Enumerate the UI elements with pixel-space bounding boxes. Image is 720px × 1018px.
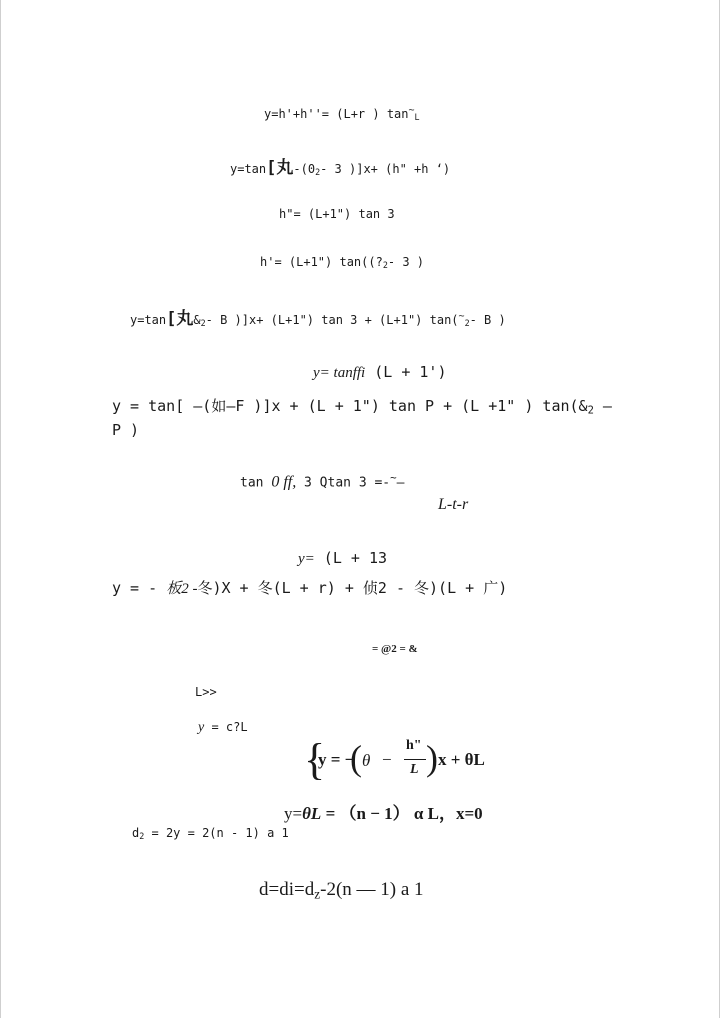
equation-text: - 3 ) (387, 255, 424, 269)
equation-line-14 (195, 686, 217, 698)
equation-text: (L + 1') (365, 363, 447, 381)
equation-text: — (396, 475, 405, 491)
equation-line-8 (112, 423, 139, 438)
equation-line-15 (198, 721, 248, 735)
page-border-left (0, 0, 1, 1018)
equation-text: = （n − 1） α L，x=0 (321, 804, 483, 823)
equation-subscript: 2 (315, 167, 321, 178)
equation-line-13 (372, 644, 418, 655)
equation-line-17 (132, 827, 289, 841)
formula-tail: x + θL (438, 750, 485, 769)
formula-lhs: y = − (318, 750, 355, 769)
equation-subscript: 2 (382, 260, 388, 271)
equation-italic-text: y= tanffi (313, 365, 366, 381)
equation-text: -(0 (293, 162, 316, 176)
equation-line-10 (438, 496, 468, 513)
equation-text: (L + 13 (314, 549, 388, 567)
equation-bracket-text: [丸 (266, 158, 294, 178)
equation-italic-text: y (198, 720, 205, 735)
equation-subscript: 2 (139, 831, 145, 842)
formula-close-paren: ) (426, 738, 438, 778)
equation-line-9 (240, 473, 404, 490)
equation-text: = @2 = & (372, 643, 418, 655)
equation-text: -2(n — 1) a 1 (320, 879, 424, 900)
equation-text: h"= (L+1") tan 3 (279, 207, 395, 221)
equation-line-16 (284, 805, 483, 822)
equation-text: L>> (195, 685, 217, 699)
equation-text: y=tan (130, 313, 167, 327)
brace-formula (304, 735, 504, 784)
equation-subscript: 2 (464, 318, 470, 329)
equation-subscript: 2 (587, 404, 594, 417)
equation-text: 冬)X + 冬(L + r) + 侦2 - 冬)(L + 广) (197, 579, 508, 597)
equation-line-6 (313, 365, 446, 381)
equation-text: - 3 )]x+ (h" +h ‘) (320, 162, 451, 176)
equation-italic-text: L-t-r (438, 496, 469, 513)
equation-text: 3 Qtan 3 =- (296, 475, 391, 491)
formula-fraction-denominator: L (410, 762, 419, 777)
equation-text: tan (240, 475, 272, 491)
equation-superscript: ~ (408, 105, 415, 116)
equation-text: P ) (112, 421, 140, 439)
equation-subscript: L (414, 112, 420, 123)
equation-italic-text: y= (298, 551, 315, 567)
formula-fraction-bar (404, 759, 426, 760)
equation-subscript: 2 (200, 318, 206, 329)
equation-line-5 (130, 311, 506, 328)
equation-superscript: ~ (458, 311, 465, 322)
equation-text: d=di=d (259, 879, 315, 900)
formula-open-paren: ( (350, 738, 362, 778)
equation-text: = 2y = 2(n - 1) a 1 (144, 826, 289, 840)
equation-italic-text: 0 ff, (271, 473, 297, 491)
brace-symbol: { (304, 735, 326, 784)
equation-text: = c?L (204, 720, 248, 734)
equation-text: d (132, 826, 140, 840)
equation-text: - B ) (469, 313, 506, 327)
equation-text: y= (284, 804, 303, 823)
equation-text: h'= (L+1") tan((? (260, 255, 383, 269)
equation-text: - B )]x+ (L+1") tan 3 + (L+1") tan( (205, 313, 459, 327)
equation-line-12 (112, 581, 507, 597)
equation-line-4 (260, 256, 424, 270)
equation-text: y = - (112, 579, 167, 597)
equation-line-11 (298, 551, 387, 567)
equation-italic-text: θL (302, 804, 322, 823)
formula-fraction-numerator: h" (406, 738, 422, 753)
equation-text: y=h'+h''= (L+r ) tan (264, 107, 409, 121)
equation-bracket-text: [丸 (166, 309, 194, 329)
equation-line-7 (112, 399, 612, 416)
equation-text: & (193, 313, 201, 327)
equation-line-2 (230, 160, 450, 177)
equation-text: — (593, 397, 612, 415)
formula-minus: − (382, 750, 392, 769)
equation-subscript: z (314, 886, 321, 902)
equation-text: y=tan (230, 162, 267, 176)
equation-superscript: ~ (390, 471, 397, 484)
equation-text: y = tan[ —(如—F )]x + (L + 1") tan P + (L +1" ) tan(& (112, 397, 588, 415)
equation-line-18 (259, 880, 424, 901)
equation-line-1 (264, 106, 420, 122)
equation-italic-text: 板2 - (166, 581, 198, 597)
formula-theta: θ (362, 751, 371, 770)
equation-line-3 (279, 208, 395, 220)
